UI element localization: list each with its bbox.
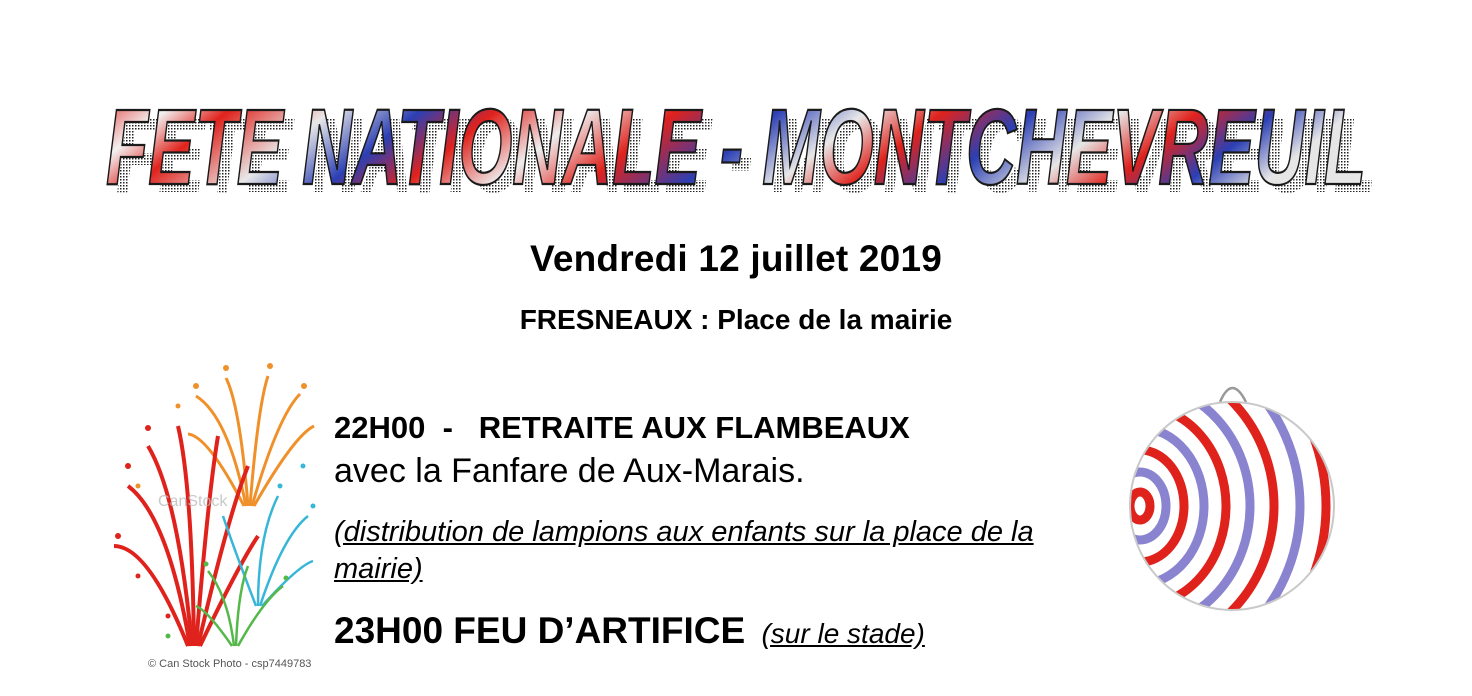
- title-text: FETE NATIONALE - MONTCHEVREUIL: [106, 92, 1366, 207]
- title-wordart: [96, 92, 1386, 207]
- fireworks-watermark: CanStock: [158, 493, 228, 510]
- retraite-line: 22H00 - RETRAITE AUX FLAMBEAUX: [334, 410, 910, 445]
- fireworks-icon: [108, 346, 318, 656]
- event-date: Vendredi 12 juillet 2019: [530, 238, 942, 279]
- title-shadow: FETE NATIONALE - MONTCHEVREUIL: [116, 94, 1376, 207]
- fireworks-credit: © Can Stock Photo - csp7449783: [148, 658, 312, 670]
- fanfare-line: avec la Fanfare de Aux-Marais.: [334, 452, 805, 490]
- paper-lantern-icon: [1124, 374, 1340, 614]
- event-location: FRESNEAUX : Place de la mairie: [519, 304, 953, 335]
- page-title: [96, 92, 1386, 207]
- feu-note: (sur le stade): [761, 618, 925, 649]
- feu-line: [334, 610, 925, 652]
- feu-title: 23H00 FEU D’ARTIFICE: [334, 610, 746, 651]
- distribution-note: (distribution de lampions aux enfants sur la place de la mairie): [334, 516, 1034, 585]
- lantern-illustration: [1124, 374, 1340, 614]
- fireworks-illustration: [108, 346, 318, 656]
